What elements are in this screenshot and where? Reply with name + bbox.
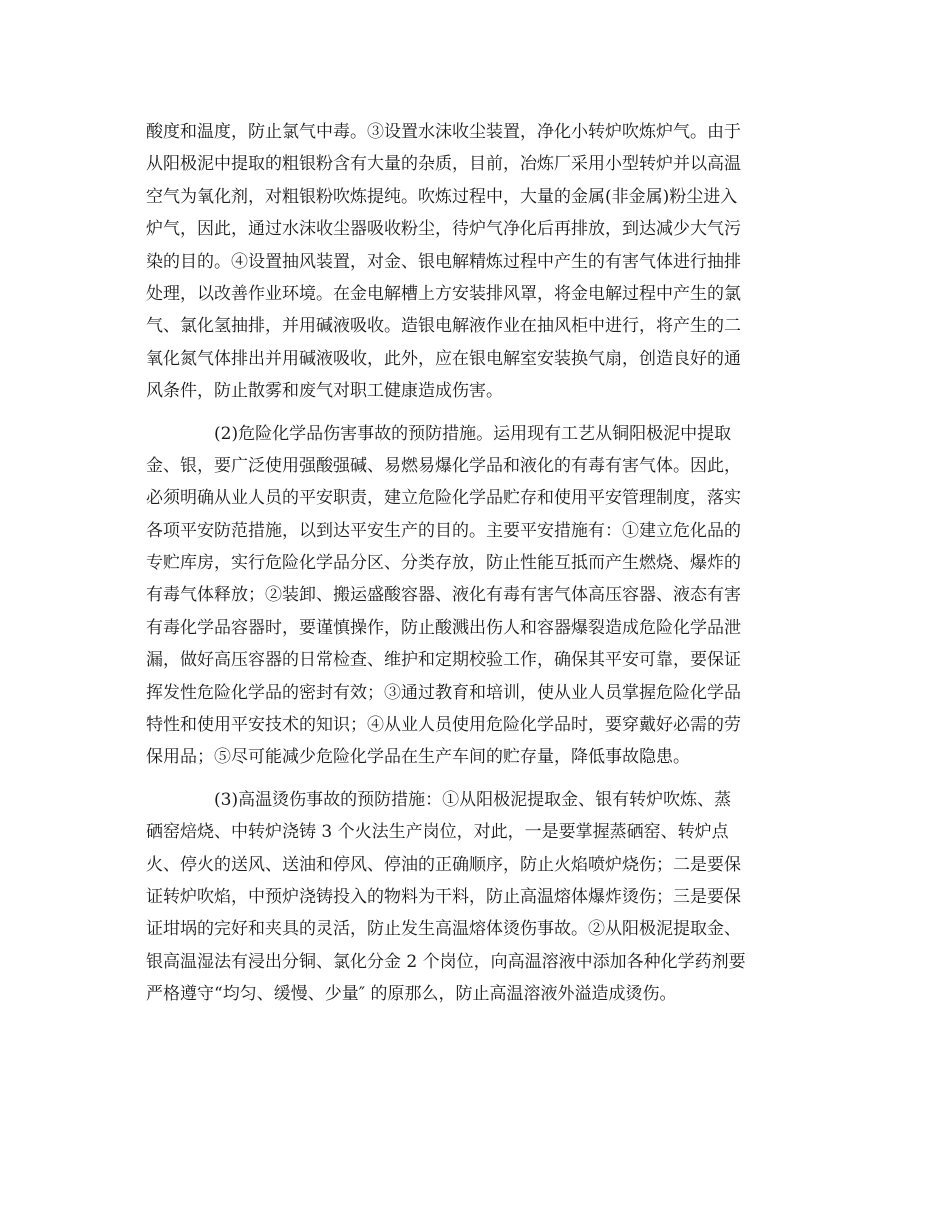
body-text — [146, 116, 810, 1011]
text-line: 有毒气体释放；②装卸、搬运盛酸容器、液化有毒有害气体高压容器、液态有害 — [146, 585, 741, 606]
text-line: 氧化氮气体排出并用碱液吸收，此外，应在银电解室安装换气扇，创造良好的通 — [146, 348, 741, 369]
paragraph-gap — [146, 774, 810, 784]
text-line: 染的目的。④设置抽风装置，对金、银电解精炼过程中产生的有害气体进行抽排 — [146, 251, 741, 272]
text-line: 气、氯化氢抽排，并用碱液吸收。造银电解液作业在抽风柜中进行，将产生的二 — [146, 316, 741, 337]
text-line: 各项平安防范措施，以到达平安生产的目的。主要平安措施有：①建立危化品的 — [146, 520, 741, 541]
text-line: 金、银，要广泛使用强酸强碱、易燃易爆化学品和液化的有毒有害气体。因此， — [146, 455, 741, 476]
paragraph-gap — [146, 408, 810, 418]
paragraph-3 — [146, 784, 810, 1011]
text-line: 漏，做好高压容器的日常检查、维护和定期校验工作，确保其平安可靠，要保证 — [146, 650, 741, 671]
text-line: 从阳极泥中提取的粗银粉含有大量的杂质，目前，冶炼厂采用小型转炉并以高温 — [146, 154, 741, 175]
text-line: 证转炉吹焰，中预炉浇铸投入的物料为干料，防止高温熔体爆炸烫伤；三是要保 — [146, 886, 741, 907]
text-line: 保用品；⑤尽可能减少危险化学品在生产车间的贮存量，降低事故隐患。 — [146, 747, 690, 768]
text-line: 火、停火的送风、送油和停风、停油的正确顺序，防止火焰喷炉烧伤；二是要保 — [146, 854, 741, 875]
text-line: 必须明确从业人员的平安职责，建立危险化学品贮存和使用平安管理制度，落实 — [146, 488, 741, 509]
text-line: 处理，以改善作业环境。在金电解槽上方安装排风罩，将金电解过程中产生的氯 — [146, 283, 741, 304]
text-line: (3)高温烫伤事故的预防措施：①从阳极泥提取金、银有转炉吹炼、蒸 — [214, 789, 732, 810]
text-line: 专贮库房，实行危险化学品分区、分类存放，防止性能互抵而产生燃烧、爆炸的 — [146, 553, 741, 574]
text-line: 风条件，防止散雾和废气对职工健康造成伤害。 — [146, 381, 503, 402]
paragraph-1 — [146, 116, 810, 408]
text-line: 炉气，因此，通过水沫收尘器吸收粉尘，待炉气净化后再排放，到达减少大气污 — [146, 219, 741, 240]
text-line: (2)危险化学品伤害事故的预防措施。运用现有工艺从铜阳极泥中提取 — [214, 423, 732, 444]
paragraph-2 — [146, 418, 810, 774]
text-line: 银高温湿法有浸出分铜、氯化分金 2 个岗位，向高温溶液中添加各种化学药剂要 — [146, 951, 746, 972]
text-line: 严格遵守“均匀、缓慢、少量″ 的原那么，防止高温溶液外溢造成烫伤。 — [146, 984, 677, 1005]
text-line: 酸度和温度，防止氯气中毒。③设置水沫收尘装置，净化小转炉吹炼炉气。由于 — [146, 122, 741, 142]
text-line: 有毒化学品容器时，要谨慎操作，防止酸溅出伤人和容器爆裂造成危险化学品泄 — [146, 617, 741, 638]
text-line: 挥发性危险化学品的密封有效；③通过教育和培训，使从业人员掌握危险化学品 — [146, 682, 741, 703]
text-line: 证坩埚的完好和夹具的灵活，防止发生高温熔体烫伤事故。②从阳极泥提取金、 — [146, 919, 741, 940]
text-line: 特性和使用平安技术的知识；④从业人员使用危险化学品时，要穿戴好必需的劳 — [146, 715, 741, 736]
text-line: 硒窑焙烧、中转炉浇铸 3 个火法生产岗位，对此，一是要掌握蒸硒窑、转炉点 — [146, 822, 729, 843]
text-line: 空气为氧化剂，对粗银粉吹炼提纯。吹炼过程中，大量的金属(非金属)粉尘进入 — [146, 186, 738, 207]
